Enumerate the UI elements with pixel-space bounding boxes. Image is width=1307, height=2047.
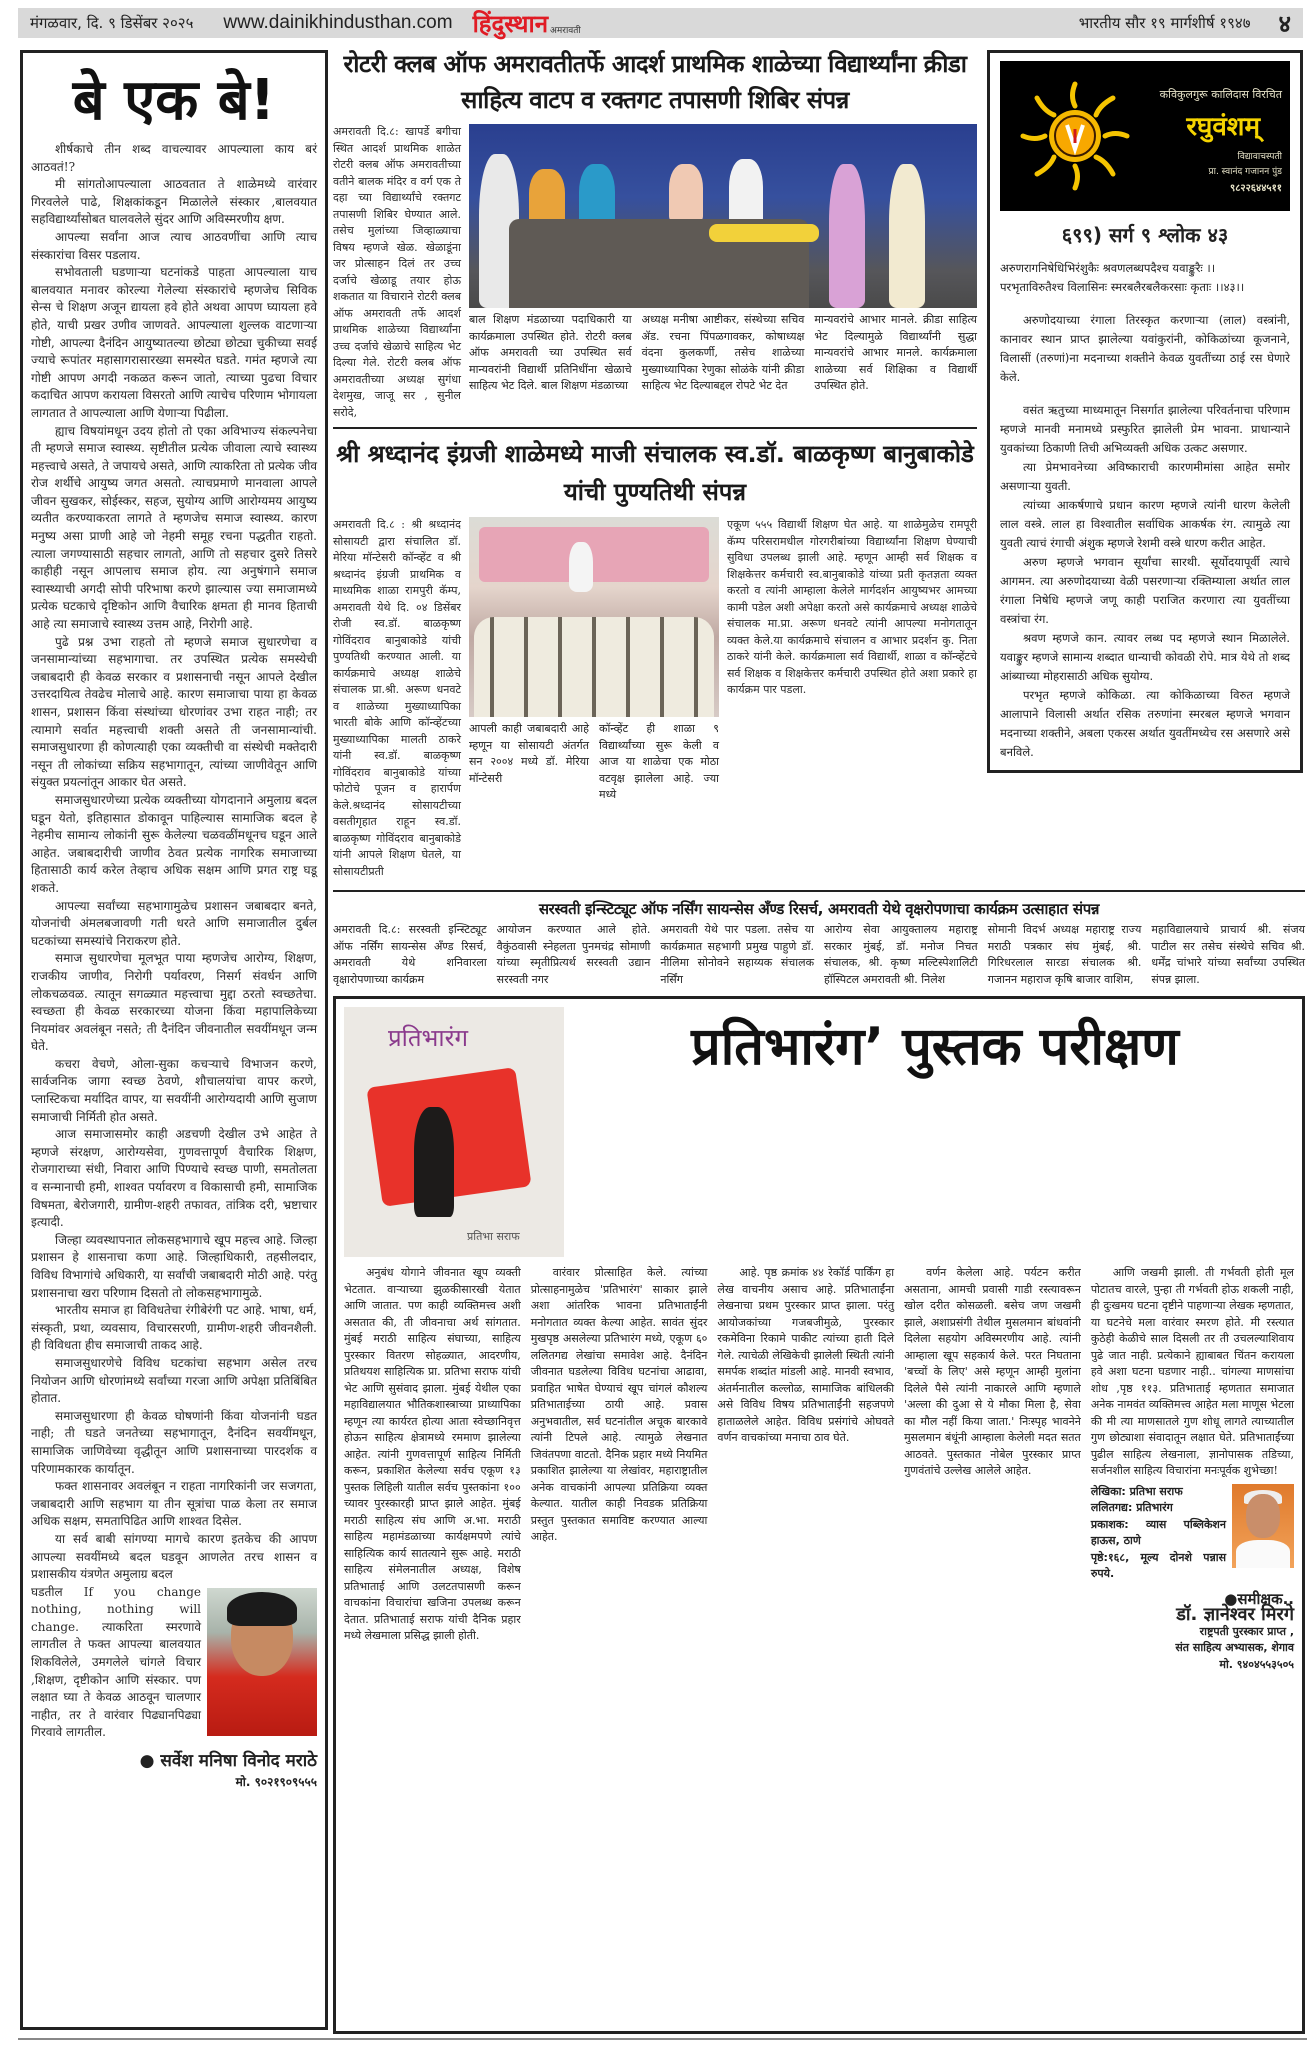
nursing-columns xyxy=(333,922,1305,988)
book-publisher-label: प्रकाशक: व्यास पब्लिकेशन हाऊस, ठाणे xyxy=(1090,1517,1227,1547)
divider xyxy=(333,427,977,429)
verse-line: परभृताविरुतैश्च विलासिनः स्मरबलैरबलैकरसाः कृताः ।।४३।। xyxy=(1000,280,1245,294)
book-author-label: लेखिका: प्रतिभा सराफ xyxy=(1090,1484,1183,1498)
article-paragraph: समाजसुधारणेचे विविध घटकांचा सहभाग असेल तरच नियोजन आणि धोरणांमध्ये सर्वांच्या गरजा आणि अपेक्षा प्रतिबिंबित होतात. xyxy=(31,1355,317,1406)
nursing-col: महाविद्यालयाचे प्राचार्य श्री. संजय पाटील सर तसेच संस्थेचे सचिव श्री. धर्मेंद्र चांभारे यांच्या सर्वांच्या उपस्थित संपन्न झाला. xyxy=(1151,923,1306,986)
website-link[interactable]: www.dainikhindusthan.com xyxy=(223,12,453,33)
article-paragraph: आपल्या सर्वांच्या सहभागामुळेच प्रशासन जबाबदार बनते, योजनांची अंमलबजावणी गती धरते आणि समाजातील दुर्बल घटकांच्या समस्यांचे निराकरण होते. xyxy=(31,898,317,948)
article-paragraph: फक्त शासनावर अवलंबून न राहता नागरिकांनी जर सजगता, जबाबदारी आणि सहभाग या तीन सूत्रांचा पाळ केला तर समाज अधिक सक्षम, समतापिढित आणि शाश्वत दिसेल. xyxy=(31,1479,317,1529)
author-phone: मो. ९०२१९०९५५५ xyxy=(235,1775,317,1790)
commentary-paragraph: अरुण म्हणजे भगवान सूर्यांचा सारथी. सूर्योदयापूर्वी त्याचे आगमन. त्या अरुणोदयाच्या वेळी पसरणाऱ्या रक्तिम्याला अर्थात लाल रंगाला निषेधि म्हणजे जणू काही पराजित करणारा त्या युवतींच्या वस्त्रांचा रंग. xyxy=(1000,555,1290,626)
article-body xyxy=(31,141,317,1584)
review-paragraph: अनुबंध योगाने जीवनात खूप व्यक्ती भेटतात. वाऱ्याच्या झुळकीसारखी येतात आणि जातात. पण काही व्यक्तिमत्त्व अशी असतात की, ती जीवनाचा अर्थ सांगतात. मुंबई मराठी साहित्य संघाच्या, साहित्य पुरस्कार वितरण सोहळ्यात, आदरणीय, प्रतिथयश साहित्यिक प्रा. प्रतिभा सराफ यांची भेट आणि सुसंवाद झाला. मुंबई येथील एका महाविद्यालयात भौतिकशास्त्राच्या प्राध्यापिका म्हणून त्या कार्यरत होत्या आता स्वेच्छानिवृत्त होऊन साहित्य क्षेत्रामध्ये रममाण झालेल्या आहेत. त्यांनी गुणवत्तापूर्ण साहित्य निर्मिती करून, प्रकाशित केलेल्या सर्वच एकूण १३ पुस्तक लिहिली यातील सर्वच पुस्तकांना १०० च्यावर पुरस्कारही प्राप्त झाले आहेत. मुंबई मराठी साहित्य संघ आणि अ.भा. मराठी साहित्य महामंडळाच्या कार्यक्षमपणे त्यांचे साहित्यिक कार्य सातत्याने सुरू आहे. मराठी साहित्य संमेलनातील अध्यक्ष, विशेष प्रतिभाताई आणि उलटतपासणी करून वाचकांना विचारांचा खजिना उपलब्ध करून देतात. प्रतिभाताई सराफ यांची दैनिक प्रहार मध्ये लेखमाला प्रसिद्ध झाली होती. xyxy=(344,1266,521,1642)
edition-label: अमरावती xyxy=(550,26,581,36)
reviewer-title: राष्ट्रपती पुरस्कार प्राप्त , xyxy=(1199,1624,1295,1638)
article-paragraph: समाज सुधारणेचा मूलभूत पाया म्हणजेच आरोग्य, शिक्षण, राजकीय जाणीव, निरोगी पर्यावरण, निसर्ग संवर्धन आणि लोकचळवळ. त्यातून सगळ्यात महत्त्वाचा मुद्दा ठरतो स्वच्छतेचा. स्वच्छता ही केवळ सरकारच्या योजना किंवा महापालिकेच्या नियमांवर अवलंबून नसते; ती दैनंदिन जीवनातील सवयींमधून जन्म घेते. xyxy=(31,951,317,1054)
article-paragraph: सभोवताली घडणाऱ्या घटनांकडे पाहता आपल्याला याच बालवयात मनावर कोरल्या गेलेल्या संस्कारांचे म्हणजेच सिविक सेन्स चे शिक्षण अजून द्यायला हवे होते अथवा आपण घ्यायला हवे होते, याची प्रखर उणीव जाणवते. आपल्याला शुल्लक वाटणाऱ्या गोष्टी, आपल्या दैनंदिन आयुष्यातल्या छोट्या छोट्या चुकीच्या सवई ज्याचे रूपांतर महासागरासारख्या समस्येत घडते. गमंत म्हणजे त्या गोष्टी आपण अगदी नकळत करून जातो, त्याच्या पुढचा विचार कदाचित आपण करायला विसरतो आणि त्याचेच परिणाम भोगायला लागतात ते आपल्याला आणि येणाऱ्या पिढीला. xyxy=(31,265,317,420)
review-paragraph: वारंवार प्रोत्साहित केले. त्यांच्या प्रोत्साहनामुळेच 'प्रतिभारंग' साकार झाले अशा आंतरिक भावना प्रतिभाताईंनी मनोगतात व्यक्त केल्या आहेत. सावंत सुंदर मुखपृष्ठ असलेल्या प्रतिभारंग मध्ये, एकूण ६० ललितगद्य लेखांचा समावेश आहे. दैनंदिन जीवनात घडलेल्या विविध घटनांचा आढावा, प्रवाहित भाषेत घेण्याचं खूप चांगलं कौशल्य प्रतिभाताईच्या ठायी आहे. प्रवास अनुभवातील, सर्व घटनांतील अचूक बारकावे त्यांनी टिपले आहे. त्यामुळे लेखनात जिवंतपणा वाटतो. दैनिक प्रहार मध्ये नियमित प्रकाशित झालेल्या या लेखांवर, महाराष्ट्रातील अनेक वाचकांनी आपल्या प्रतिक्रिया व्यक्त केल्यात. यातील काही निवडक प्रतिक्रिया प्रस्तुत पुस्तकात समाविष्ट करण्यात आल्या आहेत. xyxy=(530,1266,708,1543)
reviewer-title: संत साहित्य अभ्यासक, शेगाव xyxy=(1175,1641,1295,1654)
banner-degree: विद्यावाचस्पती xyxy=(1237,152,1282,162)
rotary-col: बाल शिक्षण मंडळाच्या पदाधिकारी या कार्यक्रमाला उपस्थित होते. रोटरी क्लब ऑफ अमरावती च्या उपस्थित सर्व मान्यवरांनी विद्यार्थी प्रतिनिधींना खेळाचे साहित्य भेट दिले. बाल शिक्षण मंडळाच्या xyxy=(469,313,632,392)
raghuvansham-banner xyxy=(1000,61,1290,211)
review-paragraph: आहे. पृष्ठ क्रमांक ४४ रेकॉर्ड पार्किंग हा लेख वाचनीय असाच आहे. प्रतिभाताईंना लेखनाचा प्रथम पुरस्कार प्राप्त झाला. परंतु आयोजकांच्या गजबजीमुळे, पुरस्कार रकमेविना रिकामे पाकीट त्यांच्या हाती दिले गेले. त्याचेळी लेखिकेची झालेली स्थिती त्यांनी समर्पक शब्दांत मांडली आहे. मानवी स्वभाव, अंतर्मनातील कल्लोळ, सामाजिक बांधिलकी असे विविध विषय प्रतिभाताईंनी सहजपणे हाताळलेले आहेत. विविध प्रसंगांचे ओघवते वर्णन वाचकांच्या मनाचा ठाव घेते. xyxy=(717,1266,895,1444)
review-paragraph: वर्णन केलेला आहे. पर्यटन करीत असताना, आमची प्रवासी गाडी रस्त्यावरून खोल दरीत कोसळली. बसेच जण जखमी झाले, अशाप्रसंगी तेथील मुसलमान बांधवांनी दिलेला सहयोग अविस्मरणीय आहे. त्यांनी आम्हाला खूप सहकार्य केले. परत निघताना 'बच्चों के लिए' असे म्हणून आम्ही मुलांना दिलेले पैसे त्यांनी नाकारले आणि म्हणाले 'अल्ला की दुआ से ये मौका मिला है, सेवा का मौल नहीं किया जाता.' निःस्पृह भावनेने मुसलमान बंधूंनी आम्हाला केलेली मदत सतत आठवते. पुस्तकात नोबेल पुरस्कार प्राप्त गुणवंतांचे उल्लेख आलेले आहेत. xyxy=(904,1266,1081,1477)
article-paragraph: या सर्व बाबी सांगण्या मागचे कारण इतकेच की आपण आपल्या सवयींमध्ये बदल घडवून आणलेत तरच शासन व प्रशासकीय यंत्रणेत अमुलाग्र बदल xyxy=(31,1531,317,1582)
nursing-col: अमरावती येथे पार पडला. तसेच या कार्यक्रमात सहभागी प्रमुख पाहुणे डॉ. नीलिमा सोनोवने सहाय्यक संचालक नर्सिंग xyxy=(660,923,815,986)
review-col xyxy=(1091,1265,1294,1673)
rotary-event-photo xyxy=(469,124,977,308)
verse-title: ६९९) सर्ग ९ श्लोक ४३ xyxy=(1061,223,1229,247)
article-paragraph: पुढे प्रश्न उभा राहतो तो म्हणजे समाज सुधारणेचा व जनसामान्यांच्या सहभागाचा. तर उपस्थित प्रत्येक समस्येची जबाबदारी ही केवळ सरकार व प्रशासनाची नसून आपले देखील उत्तरदायित्व तेवढेच मोलाचे आहे. कारण समाजाचा पाया हा केवळ शासन, प्रशासन किंवा संस्थांच्या धोरणांवर उभा राहत नाही; तर त्यामागे सर्वात महत्त्वाची शक्ती असते ती जनसामान्यांची. समाजसुधारणा ही कोणत्याही एका व्यक्तीची वा संस्थेची मक्तेदारी नसून ती लोकांच्या सक्रिय सहभागातून, त्यांच्या जाणीवेतून आणि संयुक्त प्रयत्नांतून आकार घेत असते. xyxy=(31,634,317,790)
banner-phone: ९८२२६४४५११ xyxy=(1230,183,1282,194)
page-number: ४ xyxy=(1278,9,1291,38)
saka-date: भारतीय सौर १९ मार्गशीर्ष १९४७ xyxy=(1078,14,1251,32)
book-cover-image xyxy=(344,1007,564,1257)
commentary-paragraph: श्रवण म्हणजे कान. त्यावर लब्ध पद म्हणजे स्थान मिळालेले. यवाङ्कुर म्हणजे सामान्य शब्दात धान्याची कोवळी रोपे. मात्र येथे तो शब्द आंब्याच्या मोहरासाठी अधिक सुयोग्य. xyxy=(1000,631,1290,683)
commentary-paragraph: अरुणोदयाच्या रंगाला तिरस्कृत करणाऱ्या (लाल) वस्त्रांनी, कानावर स्थान प्राप्त झालेल्या यवांकुरांनी, कोकिळांच्या कूजनाने, विलासीं (तरुणां)ना मदनाच्या शक्तीने केवळ युवतींच्या ठाई रस घेणारे केले. xyxy=(1000,313,1290,384)
book-genre-label: ललितगद्य: प्रतिभारंग xyxy=(1090,1501,1173,1514)
newspaper-logo: हिंदुस्थान xyxy=(472,9,549,38)
review-col xyxy=(531,1265,708,1673)
verse-line: अरुणरागनिषेधिभिरंशुकैः श्रवणलब्धपदैश्च यवाङ्कुरैः ।। xyxy=(1000,261,1216,275)
sun-tilak-icon xyxy=(1020,81,1130,191)
nursing-col: आयोजन करण्यात आले होते. वैकुंठवासी स्नेहलता पुनमचंद्र सोमाणी यांच्या स्मृतीप्रित्यर्थ सरस्वती उद्यान सरस्वती नगर xyxy=(496,923,651,986)
commentary-paragraph: त्यांच्या आकर्षणाचे प्रधान कारण म्हणजे त्यांनी धारण केलेली लाल वस्त्रे. लाल हा विश्वातील सर्वाधिक आकर्षक रंग. त्यामुळे त्या युवती त्याचं रंगाची अंशुक म्हणजे रेशमी वस्त्रे धारण करीत आहेत. xyxy=(1000,498,1290,550)
book-cover-title: प्रतिभारंग xyxy=(388,1024,468,1052)
rotary-col: अध्यक्ष मनीषा आष्टीकर, संस्थेच्या सचिव ॲड. रचना पिंपळगावकर, कोषाध्यक्ष वंदना कुलकर्णी, तसेच शाळेच्या मुख्याध्यापिका रेणुका सोळंके यांनी क्रीडा साहित्य भेट दिल्याबद्दल रोपटे भेट देत xyxy=(641,313,805,392)
reviewer-tag: ●समीक्षक.. xyxy=(1224,1589,1295,1608)
banner-title: रघुवंशम् xyxy=(1186,112,1260,142)
article-paragraph: ह्याच विषयांमधून उदय होतो तो एका अविभाज्य संकल्पनेचा ती म्हणजे समाज स्वास्थ्य. सृष्टीतील प्रत्येक जीवाला त्याचे स्वास्थ्य महत्त्वाचे असते, ते जपायचे असते, आणि त्याकरिता तो प्रत्येक जीव रोज शर्थीचे आयुष्य जगत असतो. त्याचप्रमाणे मानवाला आपले जीवन सुखकर, सोईस्कर, सहज, सुयोग्य आणि आरोग्यमय आयुष्य व्यतीत करण्याकरता लागते ते म्हणजेच समाज स्वास्थ्य. कारण मनुष्य असा प्राणी आहे जो नेहमी समूह रचना पद्धतीत राहतो. त्याला जगण्यासाठी सहचार लागतो, आणि तो सहचार दुसरे तिसरे काहीही नसून आपलाच समाज होय. त्या अनुषंगाने समाज स्वास्थ्याची अगदी सोपी परिभाषा करणे झाल्यास ज्या समाजामध्ये प्रत्येक घटकाचे दृष्टिकोन आणि वैचारिक क्षमता ही मानव हिताची आहे त्या समाजाचे स्वास्थ्य उत्तम आहे, निरोगी आहे. xyxy=(31,423,317,632)
review-col xyxy=(717,1265,894,1673)
footer-rule xyxy=(18,2038,1307,2040)
article-paragraph: कचरा वेचणे, ओला-सुका कचऱ्याचे विभाजन करणे, सार्वजनिक जागा स्वच्छ ठेवणे, शौचालयांचा वापर करणे, प्लास्टिकचा मर्यादित वापर, या सवयींनी आरोग्यदायी आणि सुजाण समाजाची निर्मिती होत असते. xyxy=(31,1056,317,1124)
issue-date: मंगळवार, दि. ९ डिसेंबर २०२५ xyxy=(30,14,194,32)
commentary-paragraph: वसंत ऋतुच्या माध्यमातून निसर्गात झालेल्या परिवर्तनाचा परिणाम म्हणजे मानवी मनामध्ये प्रस्फुरित झालेली प्रेम भावना. प्राधान्याने युवकांच्या ठिकाणी तिची अभिव्यक्ती अधिक उत्कट असणार. xyxy=(1000,403,1290,455)
closing-text: घडतील If you change nothing, nothing will change. त्याकरिता स्मरणावे लागतील ते फक्त आपल्या बालवयात शिकविलेले, उमगलेले चांगले विचार ,शिक्षण, दृष्टीकोन आणि संस्कार. पण लक्षात घ्या ते केवळ आठवून चालणार नाहीत, तर ते वारंवार पिढ्यानपिढ्या गिरवावे लागतील. xyxy=(31,1584,201,1740)
shraddhanand-col: कॉन्व्हेंट ही शाळा ९ विद्यार्थ्यांच्या सुरू केली व आज या शाळेचा एक मोठा वटवृक्ष झालेला आहे. ज्या मध्ये xyxy=(599,722,719,801)
nursing-article xyxy=(333,884,1305,988)
review-paragraph: आणि जखमी झाली. ती गर्भवती होती मूल पोटातच वारले, पुन्हा ती गर्भवती होऊ शकली नाही, ही दुःखमय घटना दृष्टीने पाहणाऱ्या लेखक म्हणतात, या घटनेचे मला वारंवार स्मरण होते. मी रस्त्यात कुठेही केळीचे साल दिसली तर ती उचलल्याशिवाय पुढे जात नाही. प्रत्येकाने ह्याबाबत चिंतन करायला हवे अशा घटना घडणार नाही.. चांगल्या माणसांचा शोध ,पृष्ठ ११३. प्रतिभाताई म्हणतात समाजात अनेक नामवंत व्यक्तिमत्त्व आहेत मला माणूस भेटला की मी त्या माणसातले गुण शोधू लागते त्याच्यातील गुण छोट्याशा संवादातून लक्षात घेते. प्रतिभाताईंच्या पुढील साहित्य लेखनाला, ज्ञानोपासक तडिच्या, सर्जनशील साहित्य विचारांना मनःपूर्वक शुभेच्छा! xyxy=(1090,1266,1295,1477)
article-paragraph: भारतीय समाज हा विविधतेचा रंगीबेरंगी पट आहे. भाषा, धर्म, संस्कृती, प्रथा, व्यवसाय, विचारसरणी, ग्रामीण-शहरी जीवनशैली. ही विविधता हीच समाजाची ताकद आहे. xyxy=(31,1303,317,1353)
banner-subtitle: कविकुलगुरू कालिदास विरचित xyxy=(1159,88,1282,101)
rotary-lead: अमरावती दि.८: खापर्डे बगीचा स्थित आदर्श प्राथमिक शाळेत रोटरी क्लब ऑफ अमरावतीच्या वतीने बालक मंदिर व वर्ग एक ते दहा च्या विद्यार्थ्यांचे रक्तगट तपासणी शिबिर घेण्यात आले. तसेच मुलांच्या जिव्हाळ्याचा विषय म्हणजे खेळ. खेळाडूंना जर प्रोत्साहन दिलं तर उच्च दर्जाचे खेळाडू तयार होऊ शकतात या विचाराने रोटरी क्लब ऑफ अमरावती तर्फे आदर्श प्राथमिक शाळेच्या विद्यार्थ्यांना उच्च दर्जाचे खेळाचे साहित्य भेट दिल्या गेले. रोटरी क्लब ऑफ अमरावतीच्या अध्यक्ष सुगंधा देशमुख, जाजू सर , सुनील सरोदे, xyxy=(333,125,461,419)
shraddhanand-columns xyxy=(469,721,719,804)
nursing-headline: सरस्वती इन्स्टिट्यूट ऑफ नर्सिंग सायन्सेस अँण्ड रिसर्च, अमरावती येथे वृक्षरोपणाचा कार्यक्रम उत्साहात संपन्न xyxy=(538,900,1100,918)
review-headline: प्रतिभारंग’ पुस्तक परीक्षण xyxy=(691,1017,1179,1077)
article-paragraph: समाजसुधारणा ही केवळ घोषणांनी किंवा योजनांनी घडत नाही; ती घडते जनतेच्या सहभागातून, दैनंदिन सवयींमधून, सामाजिक जाणिवेच्या वृद्धीतून आणि प्रशासनाच्या पारदर्शक व परिणामकारक कार्यातून. xyxy=(31,1408,317,1476)
verse-text xyxy=(1000,259,1290,297)
rotary-col: मान्यवरांचे आभार मानले. क्रीडा साहित्य भेट दिल्यामुळे विद्यार्थ्यांनी सुद्धा मान्यवरांचे आभार मानले. कार्यक्रमाला शाळेच्या सर्व शिक्षिका व विद्यार्थी उपस्थित होते. xyxy=(814,313,978,392)
nursing-col: अमरावती दि.८: सरस्वती इन्स्टिट्यूट ऑफ नर्सिंग सायन्सेस अँण्ड रिसर्च, अमरावती येथे शनिवारला वृक्षारोपणाच्या कार्यक्रम xyxy=(333,923,487,986)
article-paragraph: जिल्हा व्यवस्थापनात लोकसहभागाचे खूप महत्त्व आहे. जिल्हा प्रशासन हे शासनाचा कणा आहे. जिल्हाधिकारी, तहसीलदार, विविध विभागांचे अधिकारी, या सर्वांची जबाबदारी मोठी आहे. परंतु प्रशासनाचा खरा परिणाम दिसतो तो लोकसहभागामुळे. xyxy=(31,1232,317,1300)
reviewer-name: डॉ. ज्ञानेश्वर मिरगे xyxy=(1176,1604,1295,1625)
article-closing xyxy=(31,1584,317,1742)
article-paragraph: शीर्षकाचे तीन शब्द वाचल्यावर आपल्याला काय बरं आठवतं!? xyxy=(31,142,317,174)
verse-commentary xyxy=(1000,311,1290,762)
shraddhanand-right-text: एकूण ५५५ विद्यार्थी शिक्षण घेत आहे. या शाळेमुळेच रामपूरी कॅम्प परिसरामधील गोरगरीबांच्या विद्यार्थ्यांना शिक्षण घेण्याची सुविधा उपलब्ध झाली आहे. म्हणून आम्ही सर्व शिक्षक व शिक्षकेत्तर कर्मचारी स्व.बानुबाकोडे यांच्या प्रती कृतज्ञता व्यक्त करतो व त्यांनी आम्हाला केलेले मार्गदर्शन आयुष्यभर आमच्या कामी पडेल अशी अपेक्षा करतो असे कार्यक्रमाचे अध्यक्ष शाळेचे संचालक मा.प्रा. अरूण धनवटे त्यांनी आपल्या मनोगतातून व्यक्त केले.या कार्यक्रमाचे संचालन व आभार प्रदर्शन कु. निता ठाकरे यांनी केले. कार्यक्रमाला सर्व विद्यार्थी, शाळा व कॉन्व्हेंटचे सर्व शिक्षक व शिक्षकेत्तर कर्मचारी उपस्थित होते अशा प्रकारे हा कार्यक्रम पार पडला. xyxy=(727,518,977,696)
shraddhanand-lead: अमरावती दि.८ : श्री श्रध्दानंद सोसायटी द्वारा संचालित डॉ. मेरिया मॉन्टेसरी कॉन्व्हेंट व श्री श्रध्दानंद इंग्रजी प्राथमिक व माध्यमिक शाळा रामपुरी कॅम्प, अमरावती येथे दि. ०४ डिसेंबर रोजी स्व.डॉ. बाळकृष्ण गोविंदराव बानुबाकोडे यांची पुण्यतिथी करण्यात आली. या कार्यक्रमाचे अध्यक्ष शाळेचे संचालक प्रा.श्री. अरूण धनवटे व शाळेच्या मुख्याध्यापिका भारती बोके आणि कॉन्व्हेंटच्या मुख्याध्यापिका मालती ठाकरे यांनी स्व.डॉ. बाळकृष्ण गोविंदराव बानुबाकोडे यांच्या फोटोचे पूजन व हारार्पण केले.श्रध्दानंद सोसायटीच्या वसतीगृहात राहून स्व.डॉ. बाळकृष्ण गोविंदराव बानुबाकोडे यांनी आपले शिक्षण घेतले, या सोसायटीप्रती xyxy=(333,518,461,878)
reviewer-photo xyxy=(1232,1484,1294,1568)
shraddhanand-headline: श्री श्रध्दानंद इंग्रजी शाळेमध्ये माजी संचालक स्व.डॉ. बाळकृष्ण बानुबाकोडे यांची पुण्यतिथी संपन्न xyxy=(336,440,974,506)
reviewer-phone: मो. ९४०४५५३५०५ xyxy=(1219,1657,1295,1671)
article-paragraph: समाजसुधारणेच्या प्रत्येक व्यक्तीच्या योगदानाने अमुलाग्र बदल घडून येतो, इतिहासात डोकावून पाहिल्यास सामाजिक बदल हे नेहमीच सामान्य लोकांनी सुरू केलेल्या चळवळींमधूनच घडून आले आहेत. जबाबदारीची जाणीव ठेवत प्रत्येक नागरिक समाजाच्या हितासाठी कार्य करेल तेव्हाच अधिक सक्षम आणि प्रगत राष्ट्र घडू शकते. xyxy=(31,792,317,895)
article-be-ek-be xyxy=(20,50,328,2030)
raghuvansham-column xyxy=(987,50,1303,773)
review-col xyxy=(904,1265,1081,1673)
banner-author: प्रा. स्वानंद गजानन पुंड xyxy=(1208,167,1282,177)
article-paragraph: मी सांगतोआपल्याला आठवतात ते शाळेमध्ये वारंवार गिरवलेले पाढे, शिक्षकांकडून मिळालेले संस्कार ,बालवयात सहविद्यार्थ्यांसोबत घालवलेले सुंदर आणि अविस्मरणीय क्षण. xyxy=(31,177,317,227)
shraddhanand-event-photo xyxy=(469,517,719,717)
nursing-col: आरोग्य सेवा आयुक्तालय महाराष्ट्र सरकार मुंबई, डॉ. मनोज निचत संचालक, श्री. कृष्ण मल्टिस्पेशालिटी हॉस्पिटल अमरावती श्री. निलेश xyxy=(824,923,978,986)
commentary-paragraph: परभृत म्हणजे कोकिळा. त्या कोकिळाच्या विरुत म्हणजे आलापाने विलासी अर्थात रसिक तरुणांना स्मरबल म्हणजे भगवान मदनाच्या शक्तीने, अबला एकरस अर्थात युवतींमध्येच रस असणारे असे बनविले. xyxy=(1000,688,1290,759)
book-review xyxy=(333,996,1305,2034)
divider xyxy=(333,890,1305,892)
article-title: बे एक बे! xyxy=(72,68,276,133)
article-paragraph: आज समाजासमोर काही अडचणी देखील उभे आहेत ते म्हणजे संरक्षण, आरोग्यसेवा, गुणवत्तापूर्ण वैचारिक शिक्षण, रोजगाराच्या संधी, निवारा आणि पिण्याचे स्वच्छ पाणी, समतोलता व सन्मानाची हमी, शाश्वत पर्यावरण व विकासाची हमी, सामाजिक विषमता, बेरोजगारी, ग्रामीण-शहरी तफावत, तांत्रिक दरी, भ्रष्टाचार इत्यादी. xyxy=(31,1127,317,1230)
shraddhanand-col: आपली काही जबाबदारी आहे म्हणून या सोसायटी अंतर्गत सन २००४ मध्ये डॉ. मेरिया मॉन्टेसरी xyxy=(469,722,589,785)
center-articles xyxy=(333,46,977,880)
author-byline: ● सर्वेश मनिषा विनोद मराठे xyxy=(139,1751,317,1772)
book-pages-label: पृष्ठे:१६८, मूल्य दोनशे पन्नास रुपये. xyxy=(1090,1550,1227,1580)
rotary-columns xyxy=(469,312,977,395)
page-header xyxy=(18,8,1303,38)
nursing-col: सोमानी विदर्भ अध्यक्ष महाराष्ट्र राज्य मराठी पत्रकार संघ मुंबई, श्री. गिरिधरलाल सारडा संचालक श्री. गजानन महाराज कृषि बाजार वाशिम, xyxy=(987,923,1142,986)
rotary-headline: रोटरी क्लब ऑफ अमरावतीतर्फे आदर्श प्राथमिक शाळेच्या विद्यार्थ्यांना क्रीडा साहित्य वाटप व रक्तगट तपासणी शिबिर संपन्न xyxy=(343,50,967,114)
review-col xyxy=(344,1265,521,1673)
book-cover-author: प्रतिभा सराफ xyxy=(464,1229,523,1244)
commentary-paragraph: त्या प्रेमभावनेच्या अविष्काराची कारणमीमांसा आहेत समोर असणाऱ्या युवती. xyxy=(1000,460,1290,493)
author-photo xyxy=(207,1588,317,1736)
article-paragraph: आपल्या सर्वांना आज त्याच आठवणींचा आणि त्याच संस्कारांचा विसर पडलाय. xyxy=(31,229,317,262)
